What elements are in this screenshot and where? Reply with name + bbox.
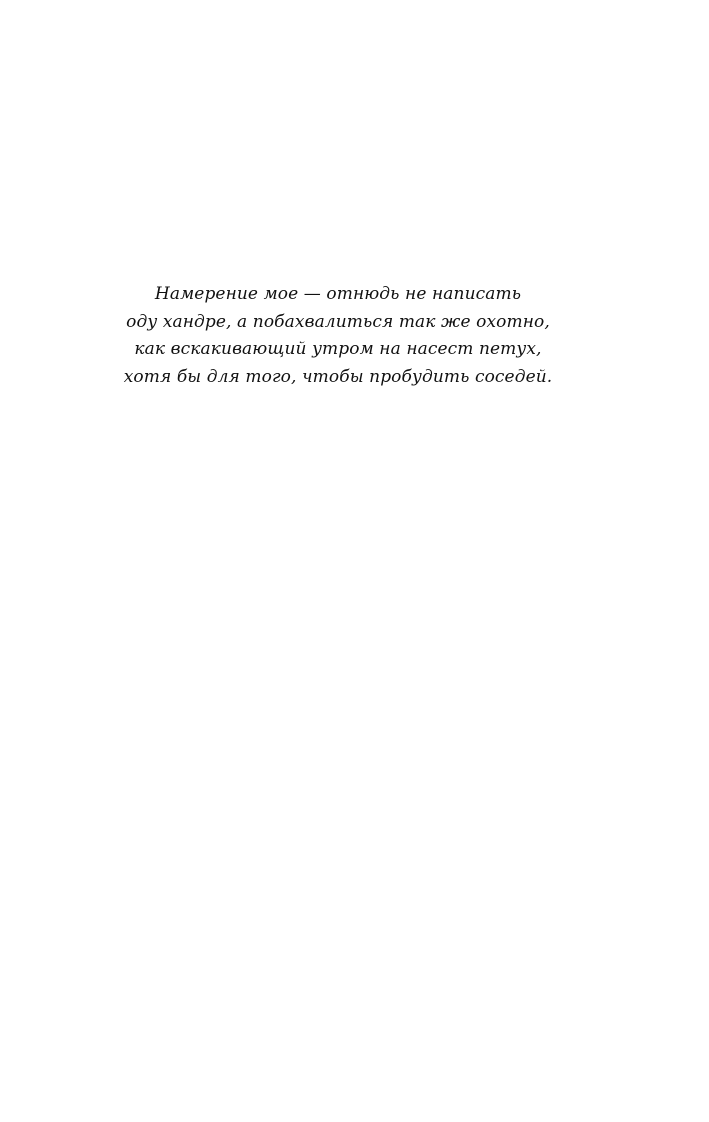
epigraph-line: Намерение мое — отнюдь не написать (154, 284, 522, 304)
epigraph-line: хотя бы для того, чтобы пробудить соседей. (123, 366, 553, 387)
epigraph-line: оду хандре, а побахвалиться так же охотно, (126, 311, 550, 332)
epigraph (0, 281, 676, 391)
epigraph-line: как вскакивающий утром на насест петух, (134, 339, 542, 359)
